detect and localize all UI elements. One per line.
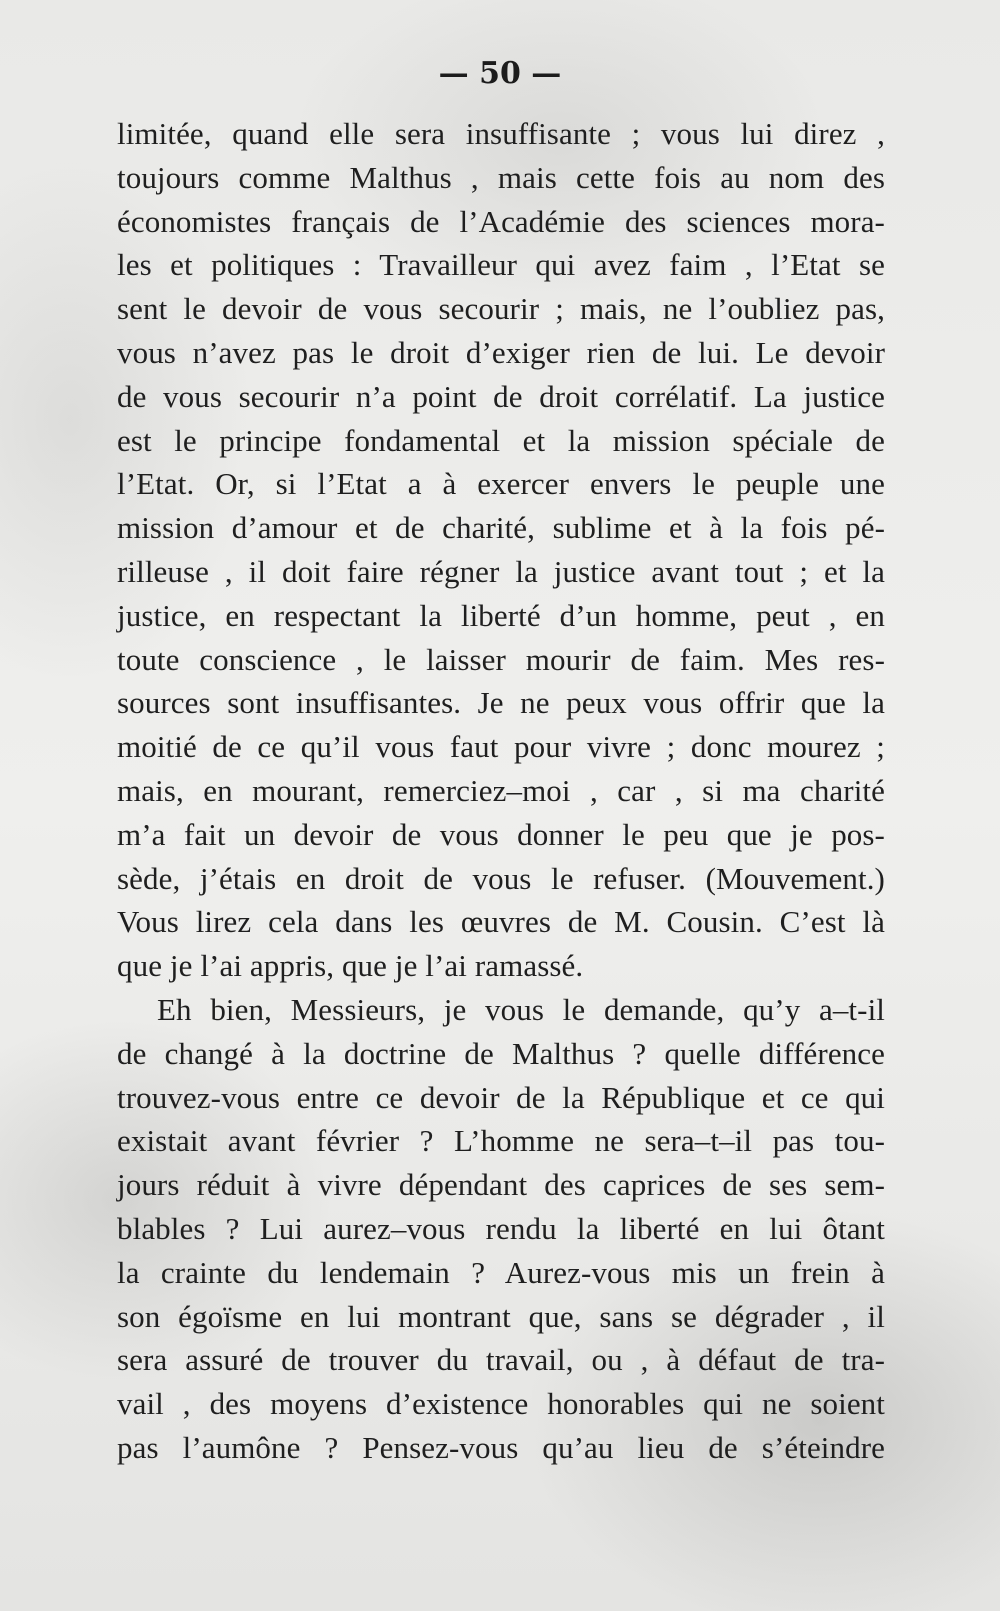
text-line: sources sont insuffisantes. Je ne peux vous offrir que la [117,685,885,721]
text-line: toujours comme Malthus , mais cette fois au nom des [117,159,885,195]
text-line: mais, en mourant, remerciez–moi , car , si ma charité [117,772,885,808]
text-line: justice, en respectant la liberté d’un homme, peut , en [117,597,885,633]
text-line: toute conscience , le laisser mourir de faim. Mes res- [117,641,885,677]
text-line: limitée, quand elle sera insuffisante ; vous lui direz , [117,116,885,151]
text-line: sent le devoir de vous secourir ; mais, ne l’oubliez pas, [117,291,885,327]
paragraph [117,112,885,988]
text-line: que je l’ai appris, que je l’ai ramassé. [117,948,584,984]
text-line: l’Etat. Or, si l’Etat a à exercer envers le peuple une [117,466,885,502]
text-line: rilleuse , il doit faire régner la justice avant tout ; et la [117,553,885,589]
text-line: jours réduit à vivre dépendant des caprices de ses sem- [117,1167,885,1203]
text-line: sède, j’étais en droit de vous le refuser. (Mouvement.) [117,860,885,896]
text-line: la crainte du lendemain ? Aurez-vous mis un frein à [117,1254,885,1290]
paragraph [117,988,885,1470]
text-line: trouvez-vous entre ce devoir de la République et ce qui [117,1079,885,1115]
text-line: moitié de ce qu’il vous faut pour vivre ; donc mourez ; [117,729,885,765]
text-line: vous n’avez pas le droit d’exiger rien de lui. Le devoir [117,334,885,370]
text-line: sera assuré de trouver du travail, ou , à défaut de tra- [117,1342,885,1378]
text-line: son égoïsme en lui montrant que, sans se dégrader , il [117,1298,885,1334]
text-line: économistes français de l’Académie des sciences mora- [117,203,885,239]
text-line: est le principe fondamental et la mission spéciale de [117,422,885,458]
text-line: de vous secourir n’a point de droit corrélatif. La justice [117,378,885,414]
text-line: Vous lirez cela dans les œuvres de M. Cousin. C’est là [117,904,885,940]
text-line: vail , des moyens d’existence honorables qui ne soient [117,1386,885,1422]
page-number: — 50 — [438,56,562,91]
text-line: blables ? Lui aurez–vous rendu la liberté en lui ôtant [117,1210,885,1246]
text-line: m’a fait un devoir de vous donner le peu que je pos- [117,816,885,852]
text-line: Eh bien, Messieurs, je vous le demande, qu’y a–t-il [157,991,885,1027]
text-line: existait avant février ? L’homme ne sera–t–il pas tou- [117,1123,885,1159]
text-line: mission d’amour et de charité, sublime et à la fois pé- [117,510,885,546]
text-line: les et politiques : Travailleur qui avez faim , l’Etat se [117,247,885,283]
text-line: de changé à la doctrine de Malthus ? quelle différence [117,1035,885,1071]
text-line: pas l’aumône ? Pensez-vous qu’au lieu de s’éteindre [117,1429,885,1465]
body-text [117,112,885,1470]
